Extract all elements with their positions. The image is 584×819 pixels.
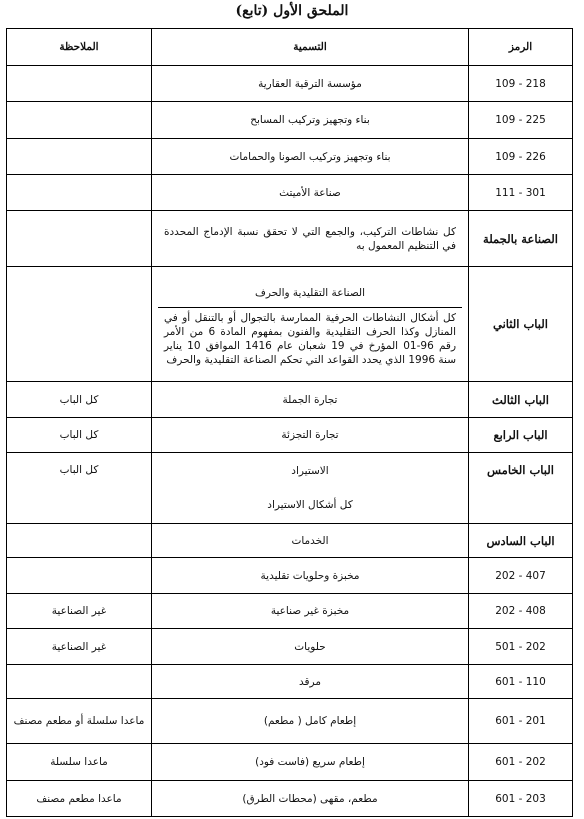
row-note <box>7 665 152 699</box>
table-row <box>7 102 573 139</box>
table-row <box>7 267 573 382</box>
row-note: ماعدا سلسلة <box>7 744 152 781</box>
row-code: الباب الخامس <box>469 453 573 524</box>
row-code: 202 - 408 <box>469 594 573 629</box>
row-note <box>7 139 152 175</box>
table-row <box>7 524 573 558</box>
row-note: ماعدا سلسلة أو مطعم مصنف <box>7 699 152 744</box>
row-name: بناء وتجهيز وتركيب الصونا والحمامات <box>152 139 469 175</box>
row-name: تجارة الجملة <box>152 382 469 418</box>
row-name-line: الصناعة التقليدية والحرف <box>158 279 462 308</box>
row-note: غير الصناعية <box>7 594 152 629</box>
table-row <box>7 594 573 629</box>
row-name: الخدمات <box>152 524 469 558</box>
row-name: إطعام سريع (فاست فود) <box>152 744 469 781</box>
table-row <box>7 453 573 524</box>
row-note: كل الباب <box>7 382 152 418</box>
table-row <box>7 699 573 744</box>
table-row <box>7 665 573 699</box>
row-note <box>7 558 152 594</box>
row-code: 109 - 225 <box>469 102 573 139</box>
row-name-line: كل أشكال النشاطات الحرفية الممارسة بالتجوال أو بالتنقل أو في المنازل وكذا الحرف التقليدية والفنون بمفهوم المادة 6 من الأمر رقم 96-01 المؤرخ في 19 شعبان عام 1416 الموافق 10 يناير سنة 1996 الذي يحدد القواعد التي تحكم الصناعة التقليدية والحرف <box>164 311 457 366</box>
header-note: الملاحظة <box>7 29 152 66</box>
page-title: الملحق الأول (تابع) <box>235 3 349 19</box>
row-code: 202 - 407 <box>469 558 573 594</box>
row-note <box>7 211 152 267</box>
row-name: إطعام كامل ( مطعم) <box>152 699 469 744</box>
row-note <box>7 175 152 211</box>
row-code: الصناعة بالجملة <box>469 211 573 267</box>
table-row <box>7 211 573 267</box>
row-code: الباب الثاني <box>469 267 573 382</box>
table-header-row <box>7 29 573 66</box>
row-code: 109 - 218 <box>469 66 573 102</box>
row-name: مطعم، مقهى (محطات الطرق) <box>152 781 469 817</box>
row-name <box>152 453 469 524</box>
row-code: 601 - 203 <box>469 781 573 817</box>
row-name: حلويات <box>152 629 469 665</box>
row-note: كل الباب <box>7 453 152 524</box>
row-name <box>152 267 469 382</box>
table-row <box>7 744 573 781</box>
row-code: الباب الرابع <box>469 418 573 453</box>
row-name: صناعة الأميتث <box>152 175 469 211</box>
header-code: الرمز <box>469 29 573 66</box>
row-name: مخبزة وحلويات تقليدية <box>152 558 469 594</box>
row-name-line: كل نشاطات التركيب، والجمع التي لا تحقق نسبة الإدماج المحددة في التنظيم المعمول به <box>164 225 456 252</box>
row-name <box>152 211 469 267</box>
table-row <box>7 418 573 453</box>
table-row <box>7 558 573 594</box>
header-name: التسمية <box>152 29 469 66</box>
table-row <box>7 175 573 211</box>
row-name-line: كل أشكال الاستيراد <box>267 499 353 511</box>
row-code: 501 - 202 <box>469 629 573 665</box>
row-code: 601 - 202 <box>469 744 573 781</box>
row-note <box>7 267 152 382</box>
row-code: الباب السادس <box>469 524 573 558</box>
row-name-line: الاستيراد <box>291 465 329 477</box>
row-name: مخبزة غير صناعية <box>152 594 469 629</box>
row-name: تجارة التجزئة <box>152 418 469 453</box>
annex-table <box>6 28 573 817</box>
row-name: بناء وتجهيز وتركيب المسابح <box>152 102 469 139</box>
row-note: غير الصناعية <box>7 629 152 665</box>
row-code: 109 - 226 <box>469 139 573 175</box>
row-note <box>7 66 152 102</box>
row-note: كل الباب <box>7 418 152 453</box>
row-name: مرقد <box>152 665 469 699</box>
table-row <box>7 139 573 175</box>
row-code: 601 - 110 <box>469 665 573 699</box>
table-row <box>7 382 573 418</box>
row-name: مؤسسة الترقية العقارية <box>152 66 469 102</box>
row-code: الباب الثالث <box>469 382 573 418</box>
table-row <box>7 66 573 102</box>
row-note <box>7 102 152 139</box>
table-row <box>7 781 573 817</box>
row-code: 111 - 301 <box>469 175 573 211</box>
row-note: ماعدا مطعم مصنف <box>7 781 152 817</box>
row-code: 601 - 201 <box>469 699 573 744</box>
table-row <box>7 629 573 665</box>
row-note <box>7 524 152 558</box>
